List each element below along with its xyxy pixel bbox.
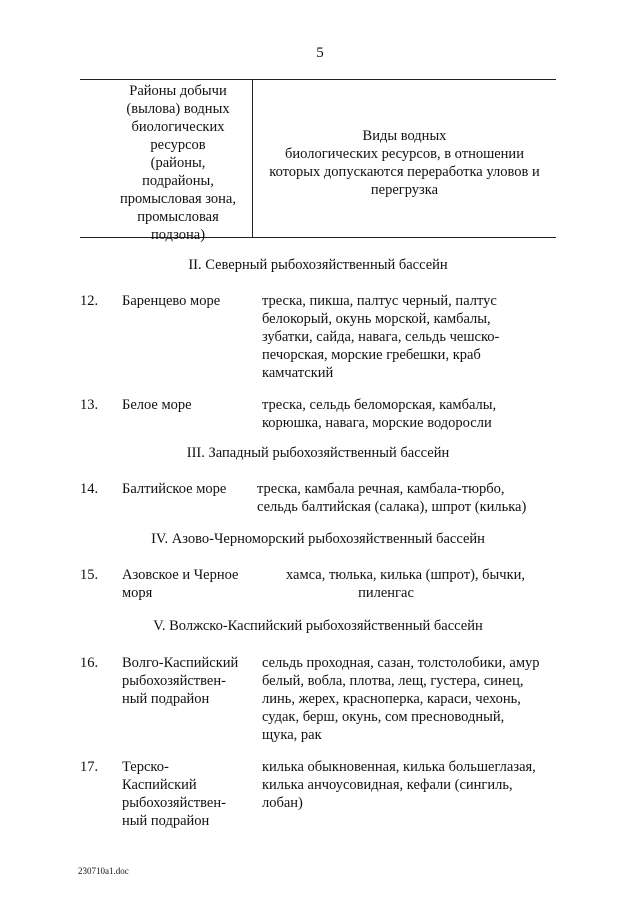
species-line: корюшка, навага, морские водоросли bbox=[262, 415, 492, 431]
species-line: судак, берш, окунь, сом пресноводный, bbox=[262, 709, 505, 725]
row-number: 12. bbox=[80, 293, 99, 309]
species-line: линь, жерех, красноперка, караси, чехонь, bbox=[262, 691, 521, 707]
species-line: треска, пикша, палтус черный, палтус bbox=[262, 293, 497, 309]
row-species bbox=[262, 654, 540, 744]
region-line: ный подрайон bbox=[122, 813, 210, 829]
section-title: III. Западный рыбохозяйственный бассейн bbox=[186, 445, 450, 461]
header-line: промысловая зона, bbox=[120, 191, 236, 207]
row-region bbox=[122, 480, 226, 498]
species-line: хамса, тюлька, килька (шпрот), бычки, bbox=[286, 567, 525, 583]
species-line: килька обыкновенная, килька большеглазая, bbox=[262, 759, 536, 775]
region-line: ный подрайон bbox=[122, 691, 210, 707]
region-line: Каспийский bbox=[122, 777, 197, 793]
row-region bbox=[122, 566, 238, 602]
row-number: 17. bbox=[80, 759, 99, 775]
footer-filename: 230710a1.doc bbox=[78, 866, 129, 876]
species-line: сельдь проходная, сазан, толстолобики, амур bbox=[262, 655, 540, 671]
region-line: рыбохозяйствен- bbox=[122, 673, 226, 689]
row-number: 15. bbox=[80, 567, 99, 583]
species-line: треска, камбала речная, камбала-тюрбо, bbox=[257, 481, 505, 497]
species-line: лобан) bbox=[262, 795, 303, 811]
region-line: Белое море bbox=[122, 397, 192, 413]
row-species bbox=[257, 480, 526, 516]
row-region bbox=[122, 292, 220, 310]
header-line: ресурсов bbox=[150, 137, 206, 153]
region-line: моря bbox=[122, 585, 153, 601]
header-line: Виды водных bbox=[362, 128, 447, 144]
species-line: зубатки, сайда, навага, сельдь чешско- bbox=[262, 329, 500, 345]
header-line: которых допускаются переработка уловов и bbox=[269, 164, 540, 180]
row-region bbox=[122, 758, 226, 830]
species-line: треска, сельдь беломорская, камбалы, bbox=[262, 397, 497, 413]
species-line: пиленгас bbox=[358, 585, 414, 601]
species-line: белокорый, окунь морской, камбалы, bbox=[262, 311, 491, 327]
header-line: (районы, bbox=[150, 155, 206, 171]
row-species bbox=[286, 566, 525, 602]
species-line: белый, вобла, плотва, лещ, густера, синец, bbox=[262, 673, 524, 689]
row-species bbox=[262, 292, 499, 382]
header-line: биологических ресурсов, в отношении bbox=[285, 146, 524, 162]
header-col-species bbox=[253, 127, 556, 199]
row-region bbox=[122, 396, 192, 414]
header-line: подзона) bbox=[150, 227, 206, 243]
species-line: килька анчоусовидная, кефали (сингиль, bbox=[262, 777, 513, 793]
header-line: промысловая bbox=[137, 209, 219, 225]
row-number: 16. bbox=[80, 655, 99, 671]
page-number: 5 bbox=[316, 45, 324, 61]
section-title: II. Северный рыбохозяйственный бассейн bbox=[188, 257, 448, 273]
row-species bbox=[262, 758, 536, 812]
region-line: Азовское и Черное bbox=[122, 567, 239, 583]
species-line: печорская, морские гребешки, краб bbox=[262, 347, 481, 363]
section-title: V. Волжско-Каспийский рыбохозяйственный бассейн bbox=[153, 618, 483, 634]
row-number: 14. bbox=[80, 481, 99, 497]
header-line: перегрузка bbox=[370, 182, 439, 198]
region-line: Балтийское море bbox=[122, 481, 227, 497]
species-line: камчатский bbox=[262, 365, 334, 381]
species-line: щука, рак bbox=[262, 727, 322, 743]
region-line: Баренцево море bbox=[122, 293, 221, 309]
header-line: (вылова) водных bbox=[126, 101, 230, 117]
table-top-border bbox=[80, 79, 556, 80]
region-line: Терско- bbox=[122, 759, 169, 775]
row-region bbox=[122, 654, 238, 708]
region-line: рыбохозяйствен- bbox=[122, 795, 226, 811]
row-species bbox=[262, 396, 496, 432]
region-line: Волго-Каспийский bbox=[122, 655, 239, 671]
section-title: IV. Азово-Черноморский рыбохозяйственный бассейн bbox=[151, 531, 485, 547]
header-col-regions bbox=[104, 82, 252, 244]
header-line: подрайоны, bbox=[142, 173, 214, 189]
species-line: сельдь балтийская (салака), шпрот (килька) bbox=[257, 499, 527, 515]
header-line: биологических bbox=[131, 119, 225, 135]
row-number: 13. bbox=[80, 397, 99, 413]
header-line: Районы добычи bbox=[129, 83, 227, 99]
